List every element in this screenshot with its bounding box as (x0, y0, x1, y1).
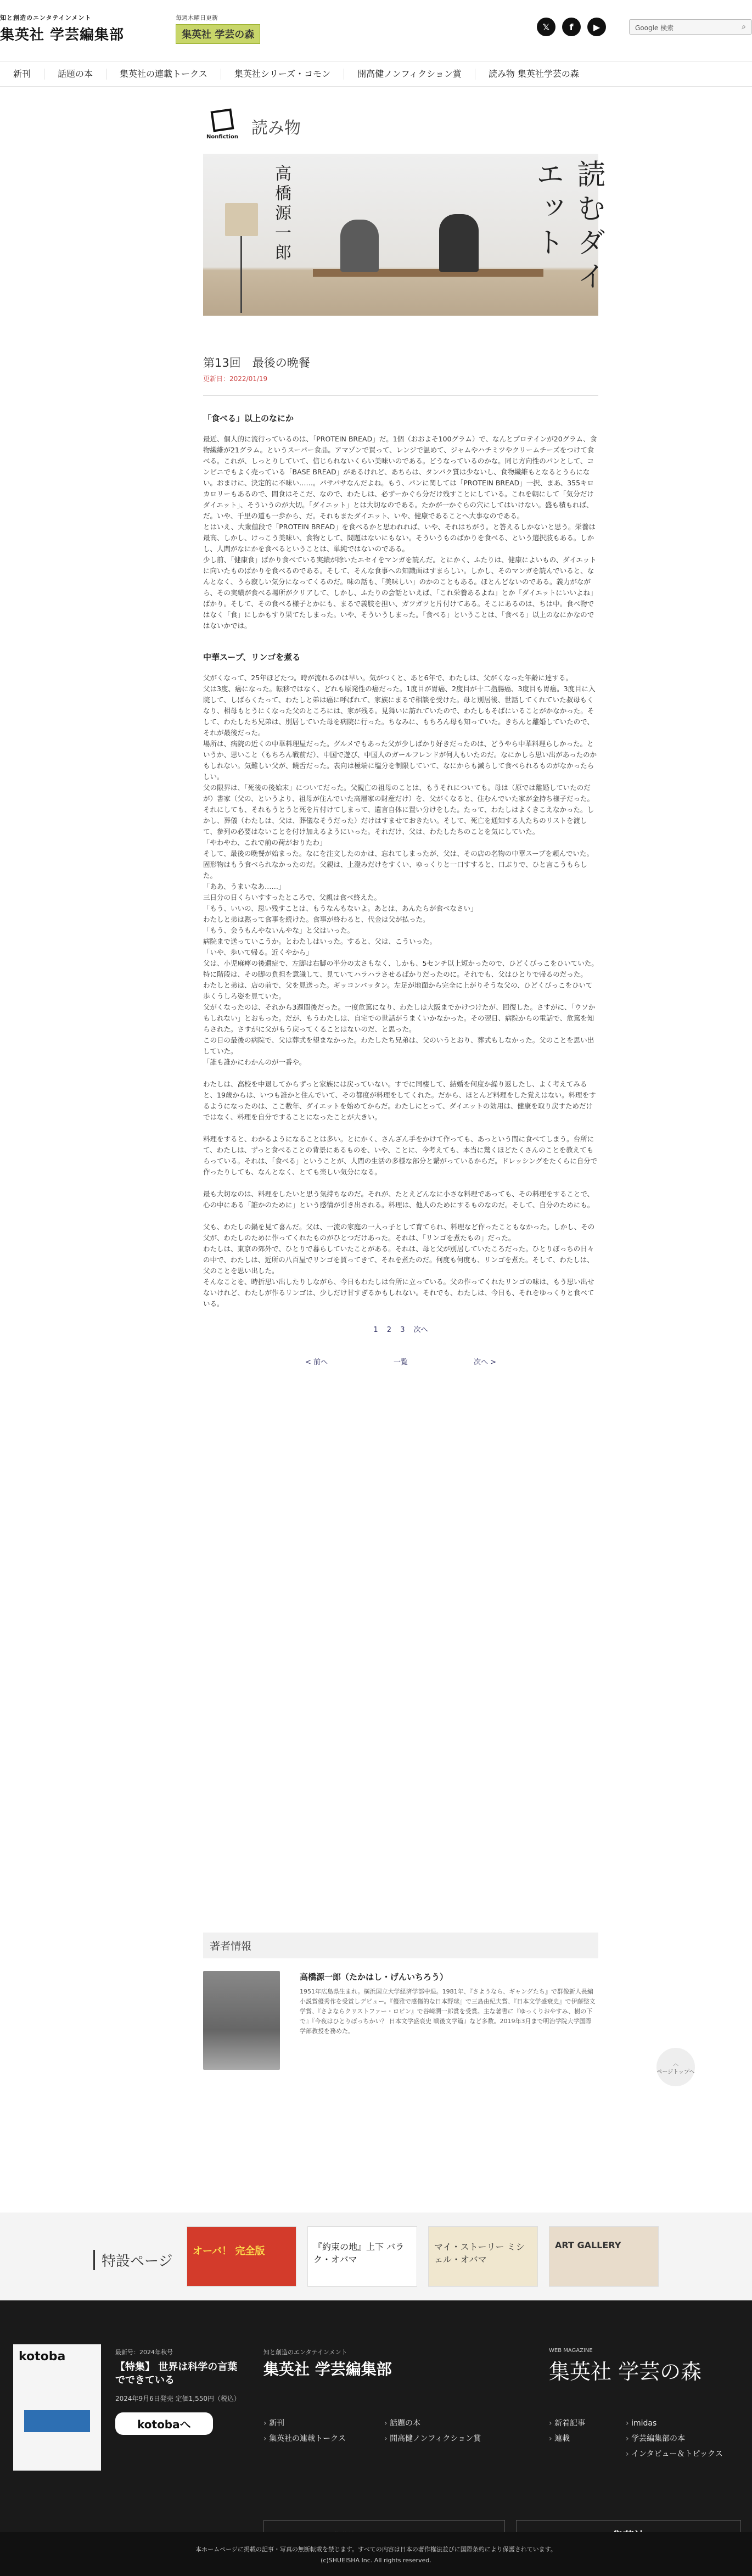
kotoba-heading: 【特集】 世界は科学の言葉でできている (115, 2361, 238, 2386)
paragraph: 「もう、いいの、思い残すことは、もうなんもないよ。あとは、あんたらが食べなさい」 (203, 904, 478, 912)
footer-links (263, 2416, 346, 2446)
copyright-bar (0, 2532, 752, 2576)
special-card[interactable]: 『約束の地』上下 バラク・オバマ (307, 2226, 417, 2287)
special-card[interactable]: ART GALLERY (549, 2226, 659, 2287)
category-header (203, 104, 598, 148)
paragraph: そして、最後の晩餐が始まった。なにを注文したのかは、忘れてしまったが、父は、その店の名物の中華スープを頼んでいた。固形物はもう食べられなかったのだ。父親は、上澄みだけをすくい、ゆっくりと一口すすると、口ぶりで、ひと言こうもらした。 (203, 849, 594, 880)
page-link[interactable]: 1 (373, 1326, 378, 1334)
paragraph: わたしと弟は、店の前で、父を見送った。ギッコンバッタン。左足が地面から完全に上がりそうな父の、ひどくびっこをひいて歩くうしろ姿を見ていた。 (203, 981, 593, 1000)
paragraph: そんなことを、時折思い出したりしながら、今日もわたしは台所に立っている。父の作ってくれたリンゴの味は、もう思い出せないけれど、わたしが作るリンゴは、少しだけ甘すぎるかもしれない。それでも、わたしは、今日も、それをゆっくりと食べている。 (203, 1278, 594, 1308)
footer-link[interactable]: › 話題の本 (384, 2416, 481, 2431)
section-heading: 「食べる」以上のなにか (203, 413, 294, 423)
footer-link[interactable]: › 新刊 (263, 2416, 346, 2431)
paragraph: わたしは、東京の郊外で、ひとりで暮らしていたことがある。それは、母と父が別居していたころだった。ひとりぼっちの日々の中で、わたしは、近所の八百屋でリンゴを買ってきて、それを煮たのだ。何度も何度も、リンゴを煮た。そして、わたしは、父のことを思い出した。 (203, 1245, 594, 1275)
kotoba-date: 2024年9月6日発売 定価1,550円（税込） (115, 2395, 240, 2403)
search-placeholder: Google 検索 (635, 24, 674, 32)
main-nav (0, 61, 752, 87)
kotoba-cover-image[interactable] (13, 2344, 101, 2471)
social-links (537, 18, 606, 36)
nav-item[interactable]: 開高健ノンフィクション賞 (344, 69, 475, 80)
search-input[interactable] (629, 19, 752, 35)
author-heading: 著者情報 (203, 1933, 598, 1958)
article-nav (203, 1356, 598, 1367)
next-page-link[interactable]: 次へ (413, 1326, 428, 1334)
page-link[interactable]: 2 (386, 1326, 392, 1334)
footer-brand-small: 知と創造のエンタテインメント (263, 2349, 347, 2356)
special-pages (0, 2213, 752, 2300)
special-card[interactable]: オーバ！ 完全版 (187, 2226, 296, 2287)
footer-link[interactable]: › imidas (626, 2416, 723, 2431)
episode-title: 第13回 最後の晩餐 (203, 356, 310, 369)
author-name: 高橋源一郎（たかはし・げんいちろう） (300, 1972, 448, 1982)
kotoba-issue: 最新号：2024年秋号 (115, 2349, 173, 2356)
footer-link[interactable]: › 学芸編集部の本 (626, 2431, 723, 2446)
footer-brand-big: 集英社 学芸編集部 (263, 2360, 392, 2378)
special-title: 特設ページ (93, 2250, 172, 2270)
footer-mori[interactable] (549, 2348, 702, 2385)
footer-link[interactable]: › インタビュー＆トピックス (626, 2446, 723, 2462)
category-icon-label: Nonfiction (206, 134, 238, 140)
youtube-icon[interactable]: ▶ (587, 18, 606, 36)
nav-item[interactable]: 新刊 (0, 69, 44, 80)
paragraph: 「誰も誰かにわかんのが一番や。 (203, 1058, 306, 1066)
logo-brand: 集英社 学芸編集部 (0, 27, 125, 43)
paragraph: 「やわやわ、これで前の荷がおりたわ」 (203, 838, 327, 847)
page-top-label: ページトップへ (656, 2069, 695, 2075)
kotoba-info (115, 2348, 247, 2435)
paragraph: 場所は、病院の近くの中華料理屋だった。グルメでもあった父が少しばかり好きだったのは、どうやら中華料理らしかった。というか、思いこと（もちろん戦前だ）、中国で遊び、中国人のガールフレンドが何人もいたのだ。なにかしら思い出があったのかもしれない。気難しい父が、饒舌だった。表向は極端に塩分を制限していて、なにからも減らして食べられるものがなかったらしい。 (203, 740, 597, 781)
mori-brand: 集英社 学芸の森 (176, 24, 260, 44)
mori-logo[interactable] (176, 13, 260, 44)
prev-article-link[interactable]: < 前へ (305, 1358, 328, 1367)
hero-image (203, 154, 605, 316)
author-section (203, 1933, 598, 2035)
x-icon[interactable]: 𝕏 (537, 18, 555, 36)
paragraph: 少し前、「健康食」ばかり食べている実績が除いたエセイをマンガを読んだ。とにかく、ふたりは、健康によいもの、ダイエットに向いたものばかりを食べるのである。そして、そんな食事への知識面はすまらしい。しかし、そのマンガを読んでいると、なんとなく、うら寂しい気分になってくるのだ。味の話も、「美味しい」のかのこともある。ほとんどないのである。義力がながら、その実績が食べる場所がクリアして、しかし、ふたりの会話といえば、「これ栄養あるよね」とか「ダイエットにいいよね」ばかり。そして、その食べる様子とかにも、まるで義肢を担い、ガツガツと片付けてある。そこにあるのは、ちは中。食べ物ではなく「食」にしかもすり果てたしまった。いや、そういうしまった。「食べる」ということは、「食べる」以上のなにかなのではないかでは。 (203, 556, 597, 630)
episode-date: 更新日：2022/01/19 (203, 375, 268, 383)
paragraph: とはいえ、大衆値段で「PROTEIN BREAD」を食べるかと思われれば、いや、それはちがう。と答えるしかないと思う。栄養は最高、しかし、けっこう美味い、食物として、問題はないにもない。そういうものばかりを食べる、という選択肢もある。しかし、人間がなにかを食べるということは、単純ではないのである。 (203, 523, 596, 553)
footer-link[interactable]: › 開高健ノンフィクション賞 (384, 2431, 481, 2446)
hero-title: 読むダイエット (531, 159, 605, 295)
site-logo[interactable] (0, 13, 124, 44)
copyright-notice: 本ホームページに掲載の記事・写真の無断転載を禁じます。すべての内容は日本の著作権法並びに国際条約により保護されています。 (195, 2546, 557, 2553)
article-list-link[interactable]: 一覧 (393, 1358, 408, 1367)
paragraph: 父も、わたしの鍋を見て喜んだ。父は、一流の家庭の一人っ子として育てられ、料理など作ったこともなかった。しかし、その父が、わたしのために作ってくれたものがひとつだけあった。それは、「リンゴを煮たもの」だった。 (203, 1223, 595, 1242)
section-heading: 中華スープ、リンゴを煮る (203, 652, 301, 662)
footer-mori-small: WEB MAGAZINE (549, 2348, 593, 2354)
category-title: 読み物 (251, 119, 301, 138)
paragraph: 「ああ、うまいなあ……」 (203, 882, 285, 891)
paragraph: 病院まで送っていこうか。とわたしはいった。すると、父は、こういった。 (203, 937, 437, 945)
paragraph: わたしと弟は黙って食事を続けた。食事が終わると、代金は父が払った。 (203, 915, 430, 923)
footer-links (549, 2416, 585, 2446)
next-article-link[interactable]: 次へ > (474, 1358, 497, 1367)
pagination (203, 1324, 598, 1334)
paragraph: 父がくなったのは、それから3週間後だった。一度危篤になり、わたしは大阪までかけつけたが、回復した。さすがに、「ウソかもしれない」とおもった。だが、もうわたしは、自宅での世話がうまくいかなかった。その翌日、病院からの電話で、危篤を知らされた。さすがに父がもう戻ってくることはないのだ、と思った。 (203, 1003, 596, 1033)
nav-item[interactable]: 読み物 集英社学芸の森 (488, 69, 579, 79)
nav-item[interactable]: 話題の本 (44, 69, 106, 80)
paragraph: 料理をすると、わかるようになることは多い。とにかく、さんざん手をかけて作っても、あっという間に食べてしまう。台所にて、わたしは、ずっと食べることの背景にあるものを、いや、ことに、今考えても、本当に驚くほどたくさんのことを教えてもらっている。それは、「食べる」ということが、人間の生活の多様な部分と繋がっているからだ。ドレッシングをたくらに自分で作ったりしても、なんとなく、とても楽しい気分になる。 (203, 1135, 598, 1176)
copyright-text: (c)SHUEISHA Inc. All rights reserved. (321, 2557, 431, 2564)
paragraph: 父は3度、癌になった。転移ではなく、どれも原発性の癌だった。1度目が胃癌、2度目が十二指腸癌、3度目も胃癌。3度目に入院して、しばらくたって、わたしと弟は癌に呼ばれて、家族にまるで相談を受けた。母と別居後、世話してくれていた叔母もくなり、相母もとうにくなった父のところには、家が残る。見舞いに訪れていたので、わたしもそばにいることがかなかった。そして、わたしたち兄弟は、別居していた母を病院に行った。ちなみに、もちろん母も知っていた。きちんと離婚していたので、それが最後だった。 (203, 685, 596, 737)
page-link[interactable]: 3 (400, 1326, 405, 1334)
paragraph: 父がくなって、25年ほどたつ。時が流れるのは早い。気がつくと、あと6年で、わたしは、父がくなった年齢に達する。 (203, 674, 573, 682)
paragraph: 「いや、歩いて帰る。近くやから」 (203, 948, 313, 956)
person-eating-image (439, 214, 479, 272)
footer-link[interactable]: › 集英社の連載トークス (263, 2431, 346, 2446)
facebook-icon[interactable]: f (562, 18, 581, 36)
kotoba-button[interactable]: kotobaへ (115, 2412, 213, 2435)
search-icon[interactable]: ⌕ (742, 23, 746, 31)
paragraph: わたしは、高校を中退してからずっと家族には戻っていない。すでに同棲して、結婚を何度か繰り返したし、よく考えてみると、19歳からは、いつも誰かと住んでいて、その都度が料理をしてくれた。だから、ほとんど料理をした覚えはない。料理をするようになったのは、ここ数年、ダイエットを始めてからだ。わたしにとって、ダイエットの効用は、健康を取り戻すためだけではなく、料理を自分ですることになったことが大きい。 (203, 1080, 596, 1121)
special-card[interactable]: マイ・ストーリー ミシェル・オバマ (428, 2226, 538, 2287)
section-body (203, 673, 598, 1068)
author-bio: 1951年広島県生まれ。横浜国立大学経済学部中退。1981年、『さようなら、ギャングたち』で群像新人長編小説賞優秀作を受賞しデビュー。『優雅で感傷的な日本野球』で三島由紀夫賞、『日本文学盛衰史』で伊藤整文学賞、『さよならクリストファー・ロビン』で谷崎潤一郎賞を受賞。主な著書に『ゆっくりおやすみ、樹の下で』『今夜はひとりぼっちかい？ 日本文学盛衰史 戦後文学篇』など多数。2019年3月まで明治学院大学国際学部教授を務めた。 (300, 1988, 596, 2035)
chevron-up-icon: ︿ (673, 2061, 678, 2067)
page-top-button[interactable] (656, 2048, 695, 2086)
site-header (0, 0, 752, 82)
section-body (203, 434, 598, 631)
footer-link[interactable]: › 連載 (549, 2431, 585, 2446)
hero-author: 高橋源一郎 (272, 165, 291, 264)
paragraph: 父の限界は、「死後の後始末」についてだった。父親亡の祖母のことは、もうそれについても。母は（原では離婚していたのだが）書家（父の、というより、祖母が住んでいた高層家の財産だけ）を、父がくなると、住むんでいた家が金持ち様子だった。それにしても、それもうとうと死を片付けてしまって、遺言自体に置い分けをした。たって、わたしはよくきこえなかった。しかし、葬儀（わたしは、父は、葬儀なそうだった）だけはすませておきたい。そして、死亡を通知する人たちのリストを渡して、参列の必要はないことを付け加えるようにいった。それだけ、父は、わたしたちのことを気にしていた。 (203, 783, 594, 836)
author-info (300, 1971, 596, 2036)
footer-links (384, 2416, 481, 2446)
mori-subtitle: 毎週木曜日更新 (176, 14, 218, 21)
section-body (203, 1079, 598, 1309)
kotoba-logo: kotoba (19, 2350, 66, 2364)
paragraph: 「もう、会うもんやないんやな」と父はいった。 (203, 926, 355, 934)
paragraph: 最近、個人的に流行っているのは、「PROTEIN BREAD」だ。1個（おおよそ100グラム）で、なんとプロテインが20グラム、食物繊維が21グラム。というスーパー食品。アマゾンで買って、レンジで温めて、ジャムやハチミツやクリームチーズをつけて食べる。これが、しっとりしていて、信じられないくらい美味いのである。どうなっているのかな。同じ方向性のパンとして、コンビニでもよく売っている「BASE BREAD」があるけれど、あちらは、タンパク質は少ないし、食物繊維もとなるとうらにない。おまけに、決定的に不味い……。パサパサなんだよね。もう、パンに関しては「PROTEIN BREAD」一択、まあ、355キロカロリーもあるので、間食はそこだ、なので、わたしは、必ずーかぐら分だけ残すことにしている。これを朝にして「気分だけダイエット」、そういうのが大切。「ダイエット」とは大切なのである。たかが一かぐらの穴にしてはいけない。盛も積もれば、だ。いや、千里の道も一歩から、だ。それもまたダイエット、いや、健康であることへ大事なのである。 (203, 435, 597, 520)
paragraph: 最も大切なのは、料理をしたいと思う気持ちなのだ。それが、たとえどんなに小さな料理であっても、その料理をすることで、心の中にある「誰かのために」という感情が引き出される。料理は、他人のためにするものなのだ。そして、自分のためにも。 (203, 1190, 594, 1209)
person-reading-image (340, 220, 379, 272)
paragraph: この日の最後の病院で、父は葬式を望まなかった。わたしたち兄弟は、父のいうとおり、葬式もしなかった。父のことを思い出していた。 (203, 1036, 594, 1055)
footer-links (626, 2416, 723, 2462)
footer-link[interactable]: › 新着記事 (549, 2416, 585, 2431)
logo-tagline: 知と創造のエンタテインメント (0, 14, 92, 21)
nav-item[interactable]: 集英社の連載トークス (106, 69, 221, 80)
footer-brand[interactable] (263, 2348, 392, 2379)
nav-item[interactable]: 集英社シリーズ・コモン (221, 69, 344, 80)
paragraph: 三日分の日くらいすすったところで、父親は食べ終えた。 (203, 893, 381, 901)
paragraph: 父は、小児麻痺の後遺症で、左脚は右脚の半分の太さもなく、しかも、5センチ以上短かったので、ひどくびっこをひいていた。特に階段は、その脚の負担を意識して、見ていてハラハラさせるばかりだったのに。それでも、父はひとりで帰るのだった。 (203, 959, 598, 978)
author-photo (203, 1971, 280, 2070)
nonfiction-icon (203, 104, 242, 148)
article (203, 104, 605, 1367)
footer-mori-big: 集英社 学芸の森 (549, 2360, 702, 2384)
